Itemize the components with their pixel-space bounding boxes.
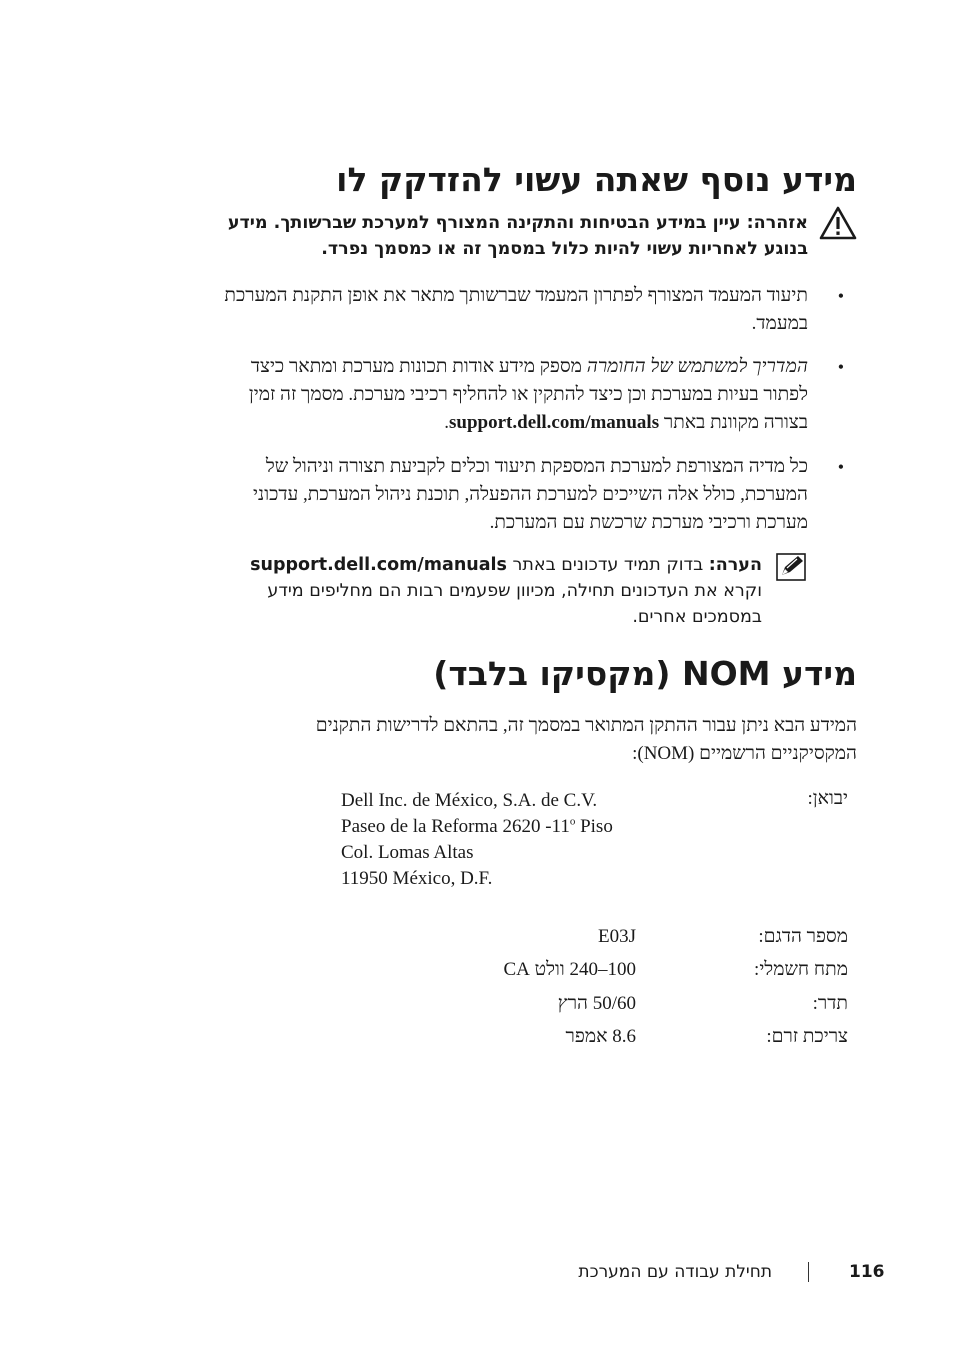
nom-intro-line1: המידע הבא ניתן עבור ההתקן המתואר במסמך זה, בהתאם לדרישות התקנים	[315, 715, 857, 736]
bullet-icon: •	[837, 357, 844, 377]
model-number-value: E03J	[598, 926, 636, 947]
warning-text-line1: עיין במידע הבטיחות והתקינה המצורף למערכת שברשותך. מידע	[227, 213, 747, 233]
frequency-value: 50/60 הרץ	[557, 993, 636, 1014]
note-text: בדוק תמיד עדכונים באתר	[506, 555, 709, 575]
list-item-text: מספק מידע אודות תכונות מערכת ומתאר כיצד	[250, 356, 587, 377]
list-item	[118, 353, 844, 437]
list-item-line: מערכת ורכיבי מערכת שרכשת עם המערכת.	[489, 512, 808, 533]
voltage-label: מתח חשמלי:	[754, 959, 848, 980]
page-number: 116	[849, 1262, 885, 1282]
list-item-line: תיעוד המעמד המצורף לפתרון המעמד שברשותך מתאר את אופן התקנת המערכת	[224, 285, 808, 306]
warning-label: אזהרה:	[746, 213, 808, 233]
importer-address	[341, 788, 613, 892]
note-support-url-link[interactable]: support.dell.com/manuals	[250, 555, 507, 575]
model-number-label: מספר הדגם:	[758, 926, 848, 947]
warning-triangle-icon	[818, 205, 858, 241]
warning-text-line2: בנוגע לאחריות עשוי להיות כלול במסמך זה או כמסמך נפרד.	[321, 239, 808, 259]
address-line: Dell Inc. de México, S.A. de C.V.	[341, 790, 598, 811]
bullet-icon: •	[837, 457, 844, 477]
nom-intro	[137, 712, 857, 768]
address-line: Col. Lomas Altas	[341, 842, 474, 863]
address-line: 11950 México, D.F.	[341, 868, 493, 889]
note-text-line3: במסמכים אחרים.	[632, 607, 762, 627]
frequency-label: תדר:	[812, 993, 848, 1014]
nom-intro-line2: המקסיקניים הרשמיים (NOM):	[632, 743, 857, 764]
note-pencil-icon	[776, 553, 806, 581]
list-item-text: בצורה מקוונת באתר	[659, 412, 808, 433]
note-block	[162, 552, 762, 630]
section-heading-additional-info: מידע נוסף שאתה עשוי להזדקק לו	[336, 160, 857, 199]
warning-block	[118, 210, 808, 262]
list-item-line: במעמד.	[751, 313, 808, 334]
current-label: צריכת זרם:	[766, 1026, 848, 1047]
list-item-line: לפתור בעיות במערכת וכן כיצד להתקין או להחליף רכיבי מערכת. מסמך זה זמין	[248, 384, 808, 405]
period: .	[444, 412, 450, 433]
note-text-line2: וקרא את העדכונים תחילה, מכיוון שפעמים רבות הם מחליפים מידע	[267, 581, 762, 601]
address-line: Paseo de la Reforma 2620 -11$^o$ Piso	[341, 815, 613, 837]
footer-title: תחילת עבודה עם המערכת	[578, 1262, 772, 1282]
list-item-line: כל מדיה המצורפת למערכת המספקת תיעוד וכלים לקביעת תצורה וניהול של	[265, 456, 808, 477]
list-item	[118, 453, 844, 537]
support-url-link[interactable]: support.dell.com/manuals	[449, 412, 660, 433]
bullet-icon: •	[837, 286, 844, 306]
current-value: 8.6 אמפר	[565, 1026, 636, 1047]
footer-divider	[808, 1262, 809, 1282]
list-item-line: המערכת, כולל אלה השייכים למערכת ההפעלה, תוכנת ניהול המערכת, עדכוני	[253, 484, 808, 505]
manual-title: המדריך למשתמש של החומרה	[586, 356, 808, 377]
list-item	[118, 282, 844, 338]
note-label: הערה:	[708, 555, 762, 575]
voltage-value: 100–240 וולט CA	[503, 959, 636, 980]
section-heading-nom: מידע NOM (מקסיקו בלבד)	[433, 654, 857, 693]
importer-label: יבואן:	[807, 788, 848, 809]
